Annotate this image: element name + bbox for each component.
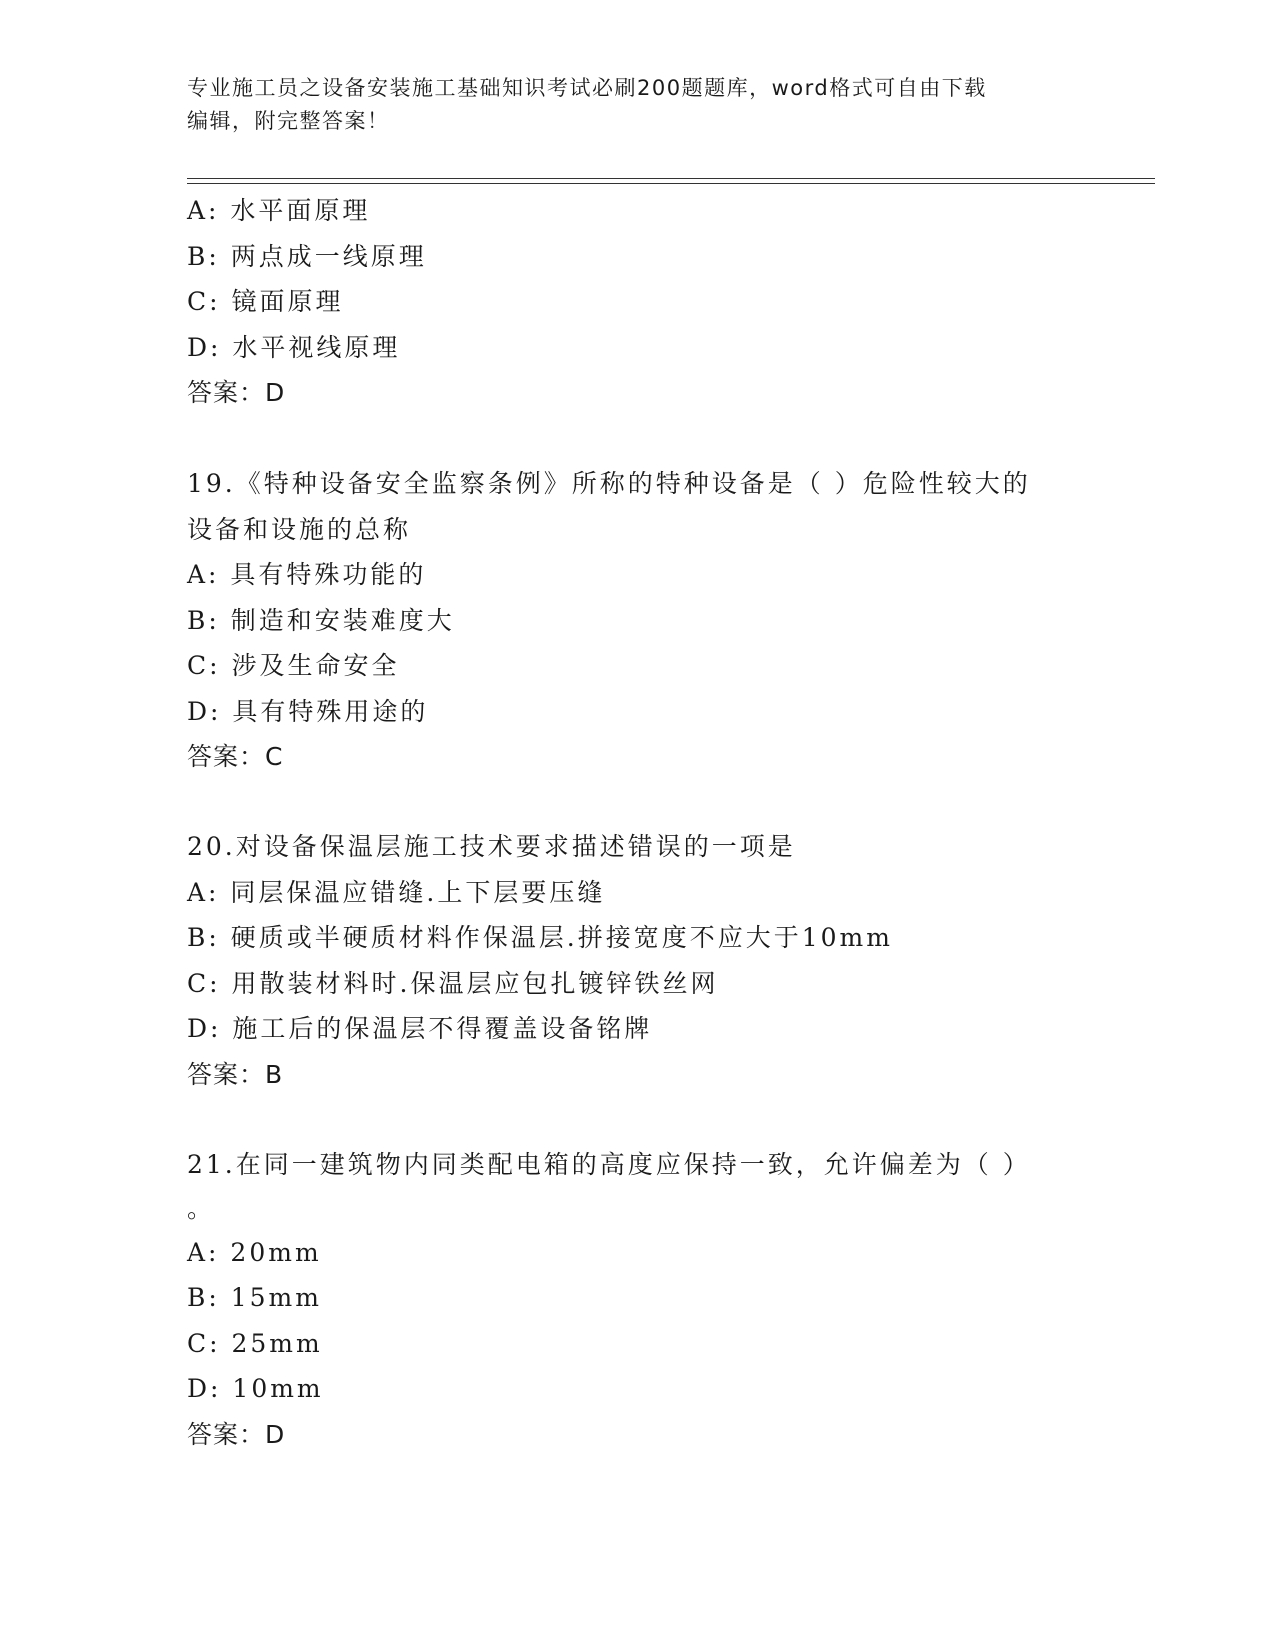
document-header	[187, 72, 1067, 138]
option-a: A: 水平面原理	[187, 196, 371, 225]
option-d: D: 施工后的保温层不得覆盖设备铭牌	[187, 1014, 653, 1043]
option-b: B: 硬质或半硬质材料作保温层.拼接宽度不应大于10mm	[187, 923, 893, 952]
option-b: B: 制造和安装难度大	[187, 605, 455, 635]
option-d: D: 10mm	[187, 1374, 324, 1403]
answer: 答案：D	[187, 1419, 286, 1449]
question-stem: 20.对设备保温层施工技术要求描述错误的一项是	[187, 832, 796, 861]
answer: 答案：C	[187, 742, 284, 771]
option-d: D: 水平视线原理	[187, 332, 401, 362]
option-c: C: 用散装材料时.保温层应包扎镀锌铁丝网	[187, 968, 719, 998]
header-title-line-1: 专业施工员之设备安装施工基础知识考试必刷200题题库，word格式可自由下载	[187, 76, 987, 100]
option-c: C: 25mm	[187, 1328, 323, 1358]
option-b: B: 两点成一线原理	[187, 241, 427, 271]
question-stem-continued: 设备和设施的总称	[187, 514, 412, 544]
option-d: D: 具有特殊用途的	[187, 696, 429, 726]
header-divider-bottom	[187, 183, 1155, 184]
question-stem-continued: 。	[187, 1193, 213, 1223]
header-title-line-2: 编辑，附完整答案！	[187, 109, 390, 133]
option-c: C: 镜面原理	[187, 287, 344, 316]
question-20	[187, 824, 1107, 1098]
question-stem: 19.《特种设备安全监察条例》所称的特种设备是（ ）危险性较大的	[187, 469, 1031, 498]
option-a: A: 20mm	[187, 1237, 322, 1267]
header-divider-top	[187, 178, 1155, 179]
option-b: B: 15mm	[187, 1283, 322, 1312]
partial-question	[187, 188, 1107, 416]
option-a: A: 同层保温应错缝.上下层要压缝	[187, 877, 606, 907]
option-a: A: 具有特殊功能的	[187, 560, 427, 589]
question-19	[187, 461, 1107, 780]
answer: 答案：B	[187, 1059, 284, 1089]
option-c: C: 涉及生命安全	[187, 651, 400, 680]
question-21	[187, 1142, 1107, 1458]
question-stem: 21.在同一建筑物内同类配电箱的高度应保持一致，允许偏差为（ ）	[187, 1150, 1031, 1179]
answer: 答案：D	[187, 378, 286, 407]
